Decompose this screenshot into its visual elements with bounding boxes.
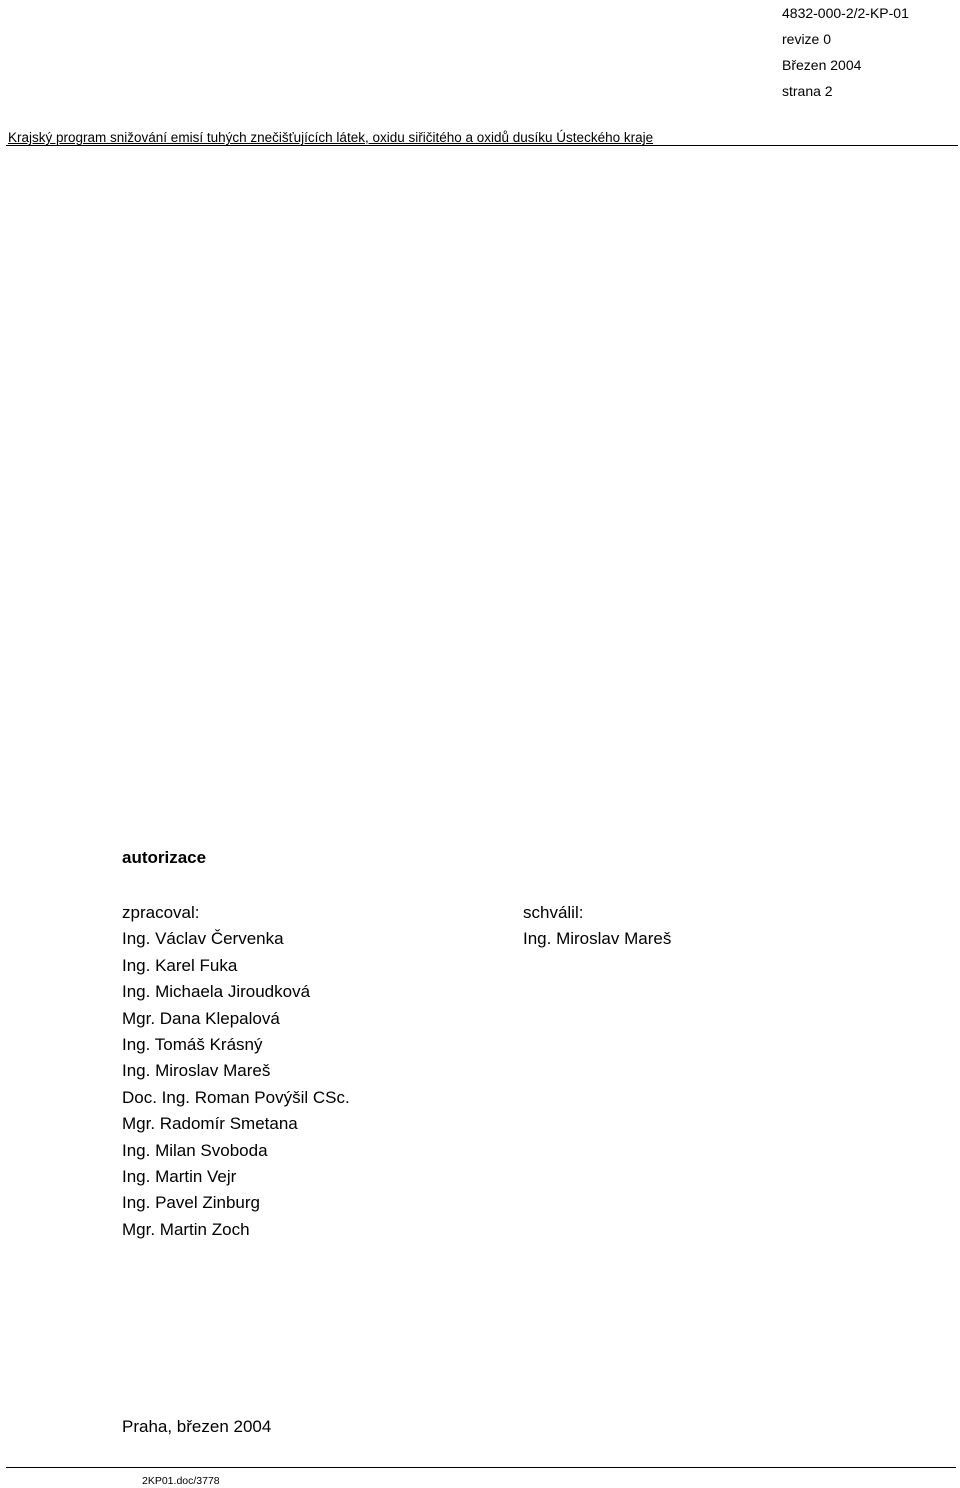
footer-divider xyxy=(6,1467,956,1468)
authorization-heading: autorizace xyxy=(122,848,207,867)
author-name: Ing. Václav Červenka xyxy=(122,929,284,949)
approved-label: schválil: xyxy=(523,903,584,922)
document-code: 4832-000-2/2-KP-01 xyxy=(782,5,909,21)
author-name: Doc. Ing. Roman Povýšil CSc. xyxy=(122,1087,350,1107)
author-name: Ing. Milan Svoboda xyxy=(122,1140,268,1160)
place-date: Praha, březen 2004 xyxy=(122,1417,272,1436)
author-name: Mgr. Martin Zoch xyxy=(122,1219,250,1239)
author-name: Ing. Martin Vejr xyxy=(122,1167,237,1187)
approved-by-block xyxy=(523,900,671,953)
prepared-label: zpracoval: xyxy=(122,903,200,922)
document-revision: revize 0 xyxy=(782,31,832,47)
footer-file-reference: 2KP01.doc/3778 xyxy=(142,1475,220,1487)
author-name: Ing. Michaela Jiroudková xyxy=(122,982,311,1002)
author-name: Ing. Tomáš Krásný xyxy=(122,1035,263,1055)
header-title: Krajský program snižování emisí tuhých znečišťujících látek, oxidu siřičitého a oxidů dusíku Ústeckého kraje xyxy=(8,130,654,145)
author-name: Ing. Pavel Zinburg xyxy=(122,1193,260,1213)
author-name: Ing. Miroslav Mareš xyxy=(122,1061,271,1081)
prepared-by-list xyxy=(122,900,350,1243)
page-number: strana 2 xyxy=(782,83,833,99)
author-name: Mgr. Dana Klepalová xyxy=(122,1008,280,1028)
approver-name: Ing. Miroslav Mareš xyxy=(523,929,672,949)
author-name: Ing. Karel Fuka xyxy=(122,955,238,975)
header-divider xyxy=(6,145,958,146)
document-meta xyxy=(782,0,909,104)
document-date: Březen 2004 xyxy=(782,57,862,73)
author-name: Mgr. Radomír Smetana xyxy=(122,1114,298,1134)
